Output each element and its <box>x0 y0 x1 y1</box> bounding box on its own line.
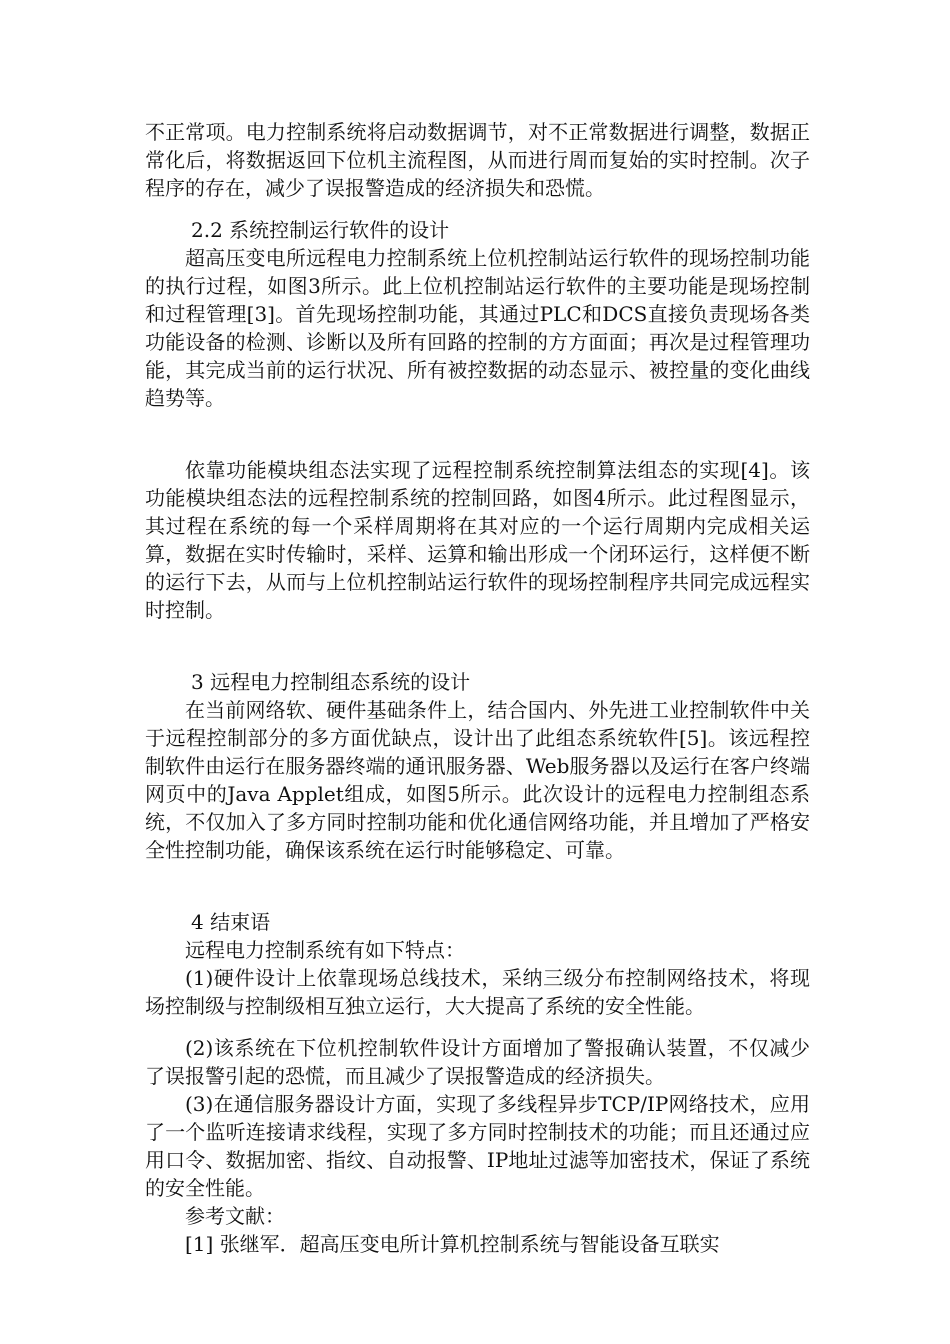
references-heading: 参考文献： <box>185 1204 285 1228</box>
spacer <box>145 202 810 216</box>
spacer <box>145 624 810 668</box>
section-3-heading: 3 远程电力控制组态系统的设计 <box>191 670 471 694</box>
section-2-2-heading: 2.2 系统控制运行软件的设计 <box>191 218 450 242</box>
section-2-2-paragraph-2: 依靠功能模块组态法实现了远程控制系统控制算法组态的实现[4]。该功能模块组态法的远程控制系统的控制回路，如图4所示。此过程图显示，其过程在系统的每一个采样周期将在其对应的一个运行周期内完成相关运算，数据在实时传输时，采样、运算和输出形成一个闭环运行，这样便不断的运行下去，从而与上位机控制站运行软件的现场控制程序共同完成远程实时控制。 <box>145 458 810 622</box>
section-4-item-3: (3)在通信服务器设计方面，实现了多线程异步TCP/IP网络技术，应用了一个监听连接请求线程，实现了多方同时控制技术的功能；而且还通过应用口令、数据加密、指纹、自动报警、IP地址过滤等加密技术，保证了系统的安全性能。 <box>145 1092 810 1200</box>
section-3-paragraph-1: 在当前网络软、硬件基础条件上，结合国内、外先进工业控制软件中关于远程控制部分的多方面优缺点，设计出了此组态系统软件[5]。该远程控制软件由运行在服务器终端的通讯服务器、Web服务器以及运行在客户终端网页中的Java Applet组成，如图5所示。此次设计的远程电力控制组态系统，不仅加入了多方同时控制功能和优化通信网络功能，并且增加了严格安全性控制功能，确保该系统在运行时能够稳定、可靠。 <box>145 698 810 862</box>
intro-continuation: 不正常项。电力控制系统将启动数据调节，对不正常数据进行调整，数据正常化后，将数据返回下位机主流程图，从而进行周而复始的实时控制。次子程序的存在，减少了误报警造成的经济损失和恐慌。 <box>145 120 810 200</box>
spacer <box>145 864 810 908</box>
document-page <box>145 118 810 1258</box>
section-4-intro: 远程电力控制系统有如下特点： <box>185 938 465 962</box>
section-4-item-2: (2)该系统在下位机控制软件设计方面增加了警报确认装置，不仅减少了误报警引起的恐慌，而且减少了误报警造成的经济损失。 <box>145 1036 810 1088</box>
spacer <box>145 1020 810 1034</box>
section-4-item-1: (1)硬件设计上依靠现场总线技术，采纳三级分布控制网络技术，将现场控制级与控制级相互独立运行，大大提高了系统的安全性能。 <box>145 966 810 1018</box>
section-2-2-paragraph-1: 超高压变电所远程电力控制系统上位机控制站运行软件的现场控制功能的执行过程，如图3所示。此上位机控制站运行软件的主要功能是现场控制和过程管理[3]。首先现场控制功能，其通过PLC和DCS直接负责现场各类功能设备的检测、诊断以及所有回路的控制的方方面面；再次是过程管理功能，其完成当前的运行状况、所有被控数据的动态显示、被控量的变化曲线趋势等。 <box>145 246 810 410</box>
section-4-heading: 4 结束语 <box>191 910 271 934</box>
reference-1: [1] 张继军．超高压变电所计算机控制系统与智能设备互联实 <box>185 1232 720 1256</box>
spacer <box>145 412 810 456</box>
